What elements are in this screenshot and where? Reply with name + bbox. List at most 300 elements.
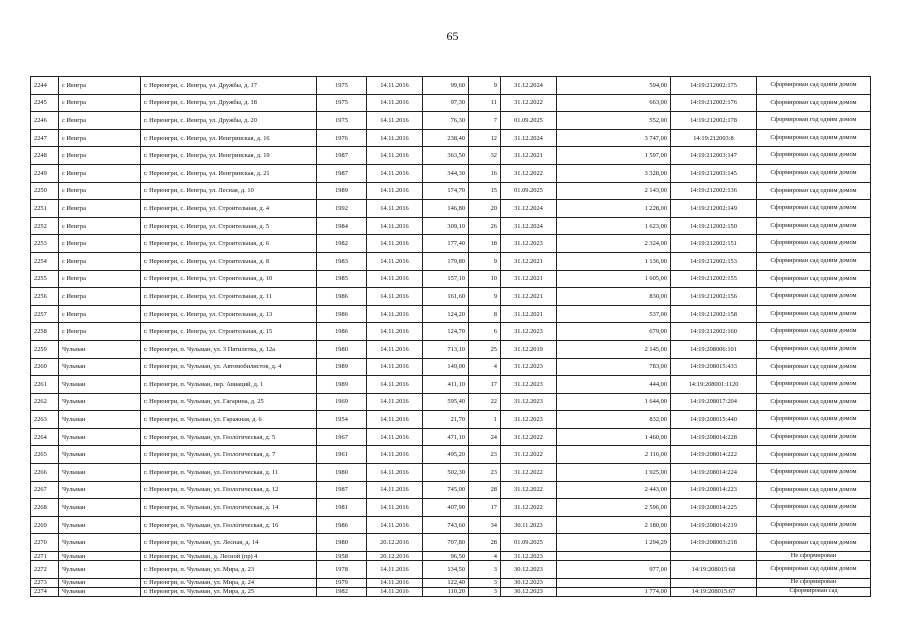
cost-cell: 977,00 xyxy=(557,561,671,579)
area-cell: 110,20 xyxy=(423,587,469,596)
cadastral-number-cell: 14:19:208015:67 xyxy=(671,587,757,596)
build-year-cell: 1986 xyxy=(317,323,367,341)
land-status-cell: Сформирован сад одним домом xyxy=(757,129,871,147)
row-index: 2264 xyxy=(31,428,59,446)
table-row xyxy=(31,499,871,517)
cadastral-number-cell: 14:19:208003:218 xyxy=(671,534,757,552)
land-status-cell: Сформирован сад одним домом xyxy=(757,235,871,253)
row-index: 2250 xyxy=(31,182,59,200)
registration-date-cell: 14.11.2016 xyxy=(367,446,423,464)
cadastral-number-cell: 14:19:208017:204 xyxy=(671,393,757,411)
cost-cell: 537,00 xyxy=(557,305,671,323)
cost-cell: 3 747,00 xyxy=(557,129,671,147)
cost-cell: 1 605,00 xyxy=(557,270,671,288)
land-status-cell: Сформирован сад одним домом xyxy=(757,147,871,165)
cost-cell: 1 228,00 xyxy=(557,200,671,218)
build-year-cell: 1987 xyxy=(317,147,367,165)
cadastral-number-cell: 14:19:212002:149 xyxy=(671,200,757,218)
address-cell: г. Нерюнгри, с. Иенгра, ул. Строительная, д. 10 xyxy=(141,270,317,288)
residents-count-cell: 4 xyxy=(469,358,501,376)
cost-cell: 2 145,00 xyxy=(557,340,671,358)
build-year-cell: 1969 xyxy=(317,393,367,411)
area-cell: 179,80 xyxy=(423,252,469,270)
locality-cell: Чульман xyxy=(59,428,141,446)
cost-cell: 2 116,00 xyxy=(557,446,671,464)
locality-cell: Чульман xyxy=(59,578,141,587)
area-cell: 238,40 xyxy=(423,129,469,147)
cadastral-number-cell: 14:19:208014:228 xyxy=(671,428,757,446)
cost-cell: 1 925,00 xyxy=(557,464,671,482)
registration-date-cell: 14.11.2016 xyxy=(367,393,423,411)
land-status-cell: Сформирован сад одним домом xyxy=(757,182,871,200)
residents-count-cell: 12 xyxy=(469,129,501,147)
residents-count-cell: 16 xyxy=(469,164,501,182)
row-index: 2248 xyxy=(31,147,59,165)
area-cell: 157,10 xyxy=(423,270,469,288)
table-row xyxy=(31,129,871,147)
address-cell: г. Нерюнгри, с. Иенгра, ул. Строительная, д. 13 xyxy=(141,305,317,323)
deadline-date-cell: 01.09.2025 xyxy=(501,112,557,130)
cadastral-number-cell: 14:19:212002:160 xyxy=(671,323,757,341)
build-year-cell: 1989 xyxy=(317,376,367,394)
deadline-date-cell: 31.12.2021 xyxy=(501,270,557,288)
table-row xyxy=(31,376,871,394)
address-cell: г. Нерюнгри, с. Иенгра, ул. Лесная, д. 10 xyxy=(141,182,317,200)
cost-cell: 1 460,00 xyxy=(557,428,671,446)
locality-cell: с Иенгра xyxy=(59,147,141,165)
area-cell: 745,00 xyxy=(423,481,469,499)
locality-cell: с Иенгра xyxy=(59,217,141,235)
table-row xyxy=(31,446,871,464)
area-cell: 21,70 xyxy=(423,411,469,429)
address-cell: г. Нерюнгри, п. Чульман, ул. 3 Пятилетка, д. 12а xyxy=(141,340,317,358)
residents-count-cell: 34 xyxy=(469,516,501,534)
land-status-cell: Сформирован сад одним домом xyxy=(757,305,871,323)
table-row xyxy=(31,464,871,482)
address-cell: г. Нерюнгри, п. Чульман, ул. Гагарина, д. 25 xyxy=(141,393,317,411)
land-status-cell: Сформирован сад одним домом xyxy=(757,288,871,306)
residents-count-cell: 11 xyxy=(469,94,501,112)
area-cell: 411,10 xyxy=(423,376,469,394)
registration-date-cell: 14.11.2016 xyxy=(367,288,423,306)
table-row xyxy=(31,481,871,499)
land-status-cell: Сформирован сад одним домом xyxy=(757,200,871,218)
land-status-cell: Сформирован сад одним домом xyxy=(757,217,871,235)
area-cell: 471,10 xyxy=(423,428,469,446)
cadastral-number-cell: 14:19:208006:101 xyxy=(671,340,757,358)
cadastral-number-cell: 14:19:208014:219 xyxy=(671,516,757,534)
residents-count-cell: 10 xyxy=(469,270,501,288)
cadastral-number-cell: 14:19:212002:151 xyxy=(671,235,757,253)
build-year-cell: 1992 xyxy=(317,200,367,218)
area-cell: 99,60 xyxy=(423,77,469,95)
registration-date-cell: 14.11.2016 xyxy=(367,587,423,596)
cost-cell xyxy=(557,552,671,561)
area-cell: 713,10 xyxy=(423,340,469,358)
area-cell: 495,20 xyxy=(423,446,469,464)
registration-date-cell: 14.11.2016 xyxy=(367,428,423,446)
build-year-cell: 1967 xyxy=(317,428,367,446)
row-index: 2263 xyxy=(31,411,59,429)
residents-count-cell: 17 xyxy=(469,376,501,394)
registration-date-cell: 14.11.2016 xyxy=(367,235,423,253)
row-index: 2257 xyxy=(31,305,59,323)
build-year-cell: 1989 xyxy=(317,358,367,376)
table-row xyxy=(31,235,871,253)
area-cell: 177,40 xyxy=(423,235,469,253)
registration-date-cell: 14.11.2016 xyxy=(367,164,423,182)
deadline-date-cell: 31.12.2024 xyxy=(501,200,557,218)
row-index: 2256 xyxy=(31,288,59,306)
area-cell: 97,30 xyxy=(423,94,469,112)
address-cell: г. Нерюнгри, с. Иенгра, ул. Строительная, д. 5 xyxy=(141,217,317,235)
row-index: 2247 xyxy=(31,129,59,147)
locality-cell: с Иенгра xyxy=(59,182,141,200)
deadline-date-cell: 31.12.2023 xyxy=(501,376,557,394)
address-cell: г. Нерюнгри, п. Чульман, ул. Гаражная, д. 6 xyxy=(141,411,317,429)
row-index: 2265 xyxy=(31,446,59,464)
cadastral-number-cell xyxy=(671,552,757,561)
table-row xyxy=(31,288,871,306)
locality-cell: с Иенгра xyxy=(59,305,141,323)
address-cell: г. Нерюнгри, с. Иенгра, ул. Дружбы, д. 18 xyxy=(141,94,317,112)
area-cell: 146,80 xyxy=(423,200,469,218)
locality-cell: с Иенгра xyxy=(59,164,141,182)
row-index: 2259 xyxy=(31,340,59,358)
land-status-cell: Сформирован сад одним домом xyxy=(757,323,871,341)
cadastral-number-cell: 14:19:208014:224 xyxy=(671,464,757,482)
table-row xyxy=(31,252,871,270)
residents-count-cell: 6 xyxy=(469,323,501,341)
registration-date-cell: 14.11.2016 xyxy=(367,112,423,130)
cadastral-number-cell: 14:19:212003:145 xyxy=(671,164,757,182)
registration-date-cell: 20.12.2016 xyxy=(367,552,423,561)
residents-count-cell: 28 xyxy=(469,534,501,552)
build-year-cell: 1985 xyxy=(317,270,367,288)
build-year-cell: 1986 xyxy=(317,516,367,534)
land-status-cell: Сформирован сад одним домом xyxy=(757,340,871,358)
row-index: 2269 xyxy=(31,516,59,534)
housing-registry-table xyxy=(30,76,871,597)
land-status-cell: Сформирован сад одним домом xyxy=(757,411,871,429)
build-year-cell: 1989 xyxy=(317,182,367,200)
address-cell: г. Нерюнгри, п. Чульман, пер. Авиаций, д. 1 xyxy=(141,376,317,394)
area-cell: 149,00 xyxy=(423,358,469,376)
registration-date-cell: 14.11.2016 xyxy=(367,516,423,534)
registration-date-cell: 14.11.2016 xyxy=(367,464,423,482)
address-cell: г. Нерюнгри, с. Иенгра, ул. Иенгринская, д. 19 xyxy=(141,147,317,165)
registration-date-cell: 14.11.2016 xyxy=(367,411,423,429)
land-status-cell: Сформирован сад одним домом xyxy=(757,481,871,499)
table-row xyxy=(31,323,871,341)
cost-cell: 444,00 xyxy=(557,376,671,394)
locality-cell: Чульман xyxy=(59,464,141,482)
locality-cell: с Иенгра xyxy=(59,235,141,253)
table-row xyxy=(31,164,871,182)
locality-cell: Чульман xyxy=(59,481,141,499)
deadline-date-cell: 31.12.2019 xyxy=(501,340,557,358)
registration-date-cell: 14.11.2016 xyxy=(367,270,423,288)
residents-count-cell: 7 xyxy=(469,112,501,130)
cost-cell: 679,00 xyxy=(557,323,671,341)
residents-count-cell: 28 xyxy=(469,481,501,499)
cost-cell: 1 597,00 xyxy=(557,147,671,165)
build-year-cell: 1986 xyxy=(317,305,367,323)
locality-cell: Чульман xyxy=(59,340,141,358)
cadastral-number-cell: 14:19:212002:156 xyxy=(671,288,757,306)
area-cell: 174,70 xyxy=(423,182,469,200)
build-year-cell: 1979 xyxy=(317,578,367,587)
residents-count-cell: 18 xyxy=(469,235,501,253)
cadastral-number-cell xyxy=(671,578,757,587)
locality-cell: с Иенгра xyxy=(59,270,141,288)
build-year-cell: 1980 xyxy=(317,464,367,482)
cadastral-number-cell: 14:19:212002:176 xyxy=(671,94,757,112)
table-row xyxy=(31,516,871,534)
locality-cell: Чульман xyxy=(59,499,141,517)
cost-cell: 552,00 xyxy=(557,112,671,130)
table-row xyxy=(31,552,871,561)
land-status-cell: Сформирован сад одним домом xyxy=(757,376,871,394)
table-row xyxy=(31,305,871,323)
area-cell: 363,50 xyxy=(423,147,469,165)
locality-cell: с Иенгра xyxy=(59,112,141,130)
locality-cell: Чульман xyxy=(59,393,141,411)
registration-date-cell: 14.11.2016 xyxy=(367,77,423,95)
row-index: 2251 xyxy=(31,200,59,218)
cost-cell: 830,00 xyxy=(557,288,671,306)
deadline-date-cell: 30.12.2023 xyxy=(501,578,557,587)
row-index: 2274 xyxy=(31,587,59,596)
registration-date-cell: 14.11.2016 xyxy=(367,323,423,341)
residents-count-cell: 15 xyxy=(469,182,501,200)
deadline-date-cell: 31.12.2024 xyxy=(501,129,557,147)
deadline-date-cell: 31.12.2024 xyxy=(501,217,557,235)
address-cell: г. Нерюнгри, п. Чульман, ул. Лесная, д. 14 xyxy=(141,534,317,552)
land-status-cell: Сформирован сад одним домом xyxy=(757,77,871,95)
land-status-cell: Сформирован сад одним домом xyxy=(757,464,871,482)
address-cell: г. Нерюнгри, с. Иенгра, ул. Строительная, д. 8 xyxy=(141,252,317,270)
registration-date-cell: 14.11.2016 xyxy=(367,147,423,165)
residents-count-cell: 23 xyxy=(469,446,501,464)
table-row xyxy=(31,393,871,411)
row-index: 2268 xyxy=(31,499,59,517)
build-year-cell: 1980 xyxy=(317,340,367,358)
build-year-cell: 1978 xyxy=(317,561,367,579)
table-row xyxy=(31,147,871,165)
residents-count-cell: 25 xyxy=(469,340,501,358)
table-row xyxy=(31,578,871,587)
land-status-cell: Сформирован сад одним домом xyxy=(757,393,871,411)
address-cell: г. Нерюнгри, с. Иенгра, ул. Строительная, д. 11 xyxy=(141,288,317,306)
row-index: 2255 xyxy=(31,270,59,288)
cost-cell: 2 143,00 xyxy=(557,182,671,200)
cadastral-number-cell: 14:19:212003:8 xyxy=(671,129,757,147)
residents-count-cell: 20 xyxy=(469,200,501,218)
land-status-cell: Сформирован сад одним домом xyxy=(757,252,871,270)
land-status-cell: Сформирован сад одним домом xyxy=(757,446,871,464)
area-cell: 595,40 xyxy=(423,393,469,411)
land-status-cell: Сформирован сад xyxy=(757,587,871,596)
cost-cell: 1 623,00 xyxy=(557,217,671,235)
deadline-date-cell: 01.09.2025 xyxy=(501,534,557,552)
address-cell: г. Нерюнгри, с. Иенгра, ул. Строительная, д. 6 xyxy=(141,235,317,253)
locality-cell: с Иенгра xyxy=(59,94,141,112)
land-status-cell: Сформирован сад одним домом xyxy=(757,164,871,182)
residents-count-cell: 22 xyxy=(469,393,501,411)
land-status-cell: Сформирован сад одним домом xyxy=(757,499,871,517)
address-cell: г. Нерюнгри, с. Иенгра, ул. Иенгринская, д. 16 xyxy=(141,129,317,147)
deadline-date-cell: 31.12.2021 xyxy=(501,305,557,323)
build-year-cell: 1987 xyxy=(317,164,367,182)
address-cell: г. Нерюнгри, с. Иенгра, ул. Строительная, д. 4 xyxy=(141,200,317,218)
area-cell: 502,30 xyxy=(423,464,469,482)
build-year-cell: 1975 xyxy=(317,77,367,95)
build-year-cell: 1958 xyxy=(317,552,367,561)
deadline-date-cell: 31.12.2023 xyxy=(501,393,557,411)
address-cell: г. Нерюнгри, п. Чульман, ул. Мира, д. 24 xyxy=(141,578,317,587)
table-body xyxy=(31,77,871,597)
address-cell: г. Нерюнгри, с. Иенгра, ул. Дружбы, д. 17 xyxy=(141,77,317,95)
cadastral-number-cell: 14:19:208014:222 xyxy=(671,446,757,464)
registration-date-cell: 14.11.2016 xyxy=(367,252,423,270)
residents-count-cell: 26 xyxy=(469,217,501,235)
deadline-date-cell: 31.12.2022 xyxy=(501,499,557,517)
row-index: 2273 xyxy=(31,578,59,587)
locality-cell: Чульман xyxy=(59,516,141,534)
cost-cell: 2 180,00 xyxy=(557,516,671,534)
row-index: 2253 xyxy=(31,235,59,253)
cadastral-number-cell: 14:19:208015:433 xyxy=(671,358,757,376)
cost-cell: 832,00 xyxy=(557,411,671,429)
table-row xyxy=(31,270,871,288)
registration-date-cell: 14.11.2016 xyxy=(367,94,423,112)
registration-date-cell: 14.11.2016 xyxy=(367,376,423,394)
registration-date-cell: 14.11.2016 xyxy=(367,200,423,218)
row-index: 2249 xyxy=(31,164,59,182)
cadastral-number-cell: 14:19:212002:175 xyxy=(671,77,757,95)
area-cell: 161,60 xyxy=(423,288,469,306)
deadline-date-cell: 31.12.2023 xyxy=(501,323,557,341)
cadastral-number-cell: 14:19:212002:158 xyxy=(671,305,757,323)
land-status-cell: Сформирован сад одним домом xyxy=(757,534,871,552)
table-row xyxy=(31,358,871,376)
build-year-cell: 1982 xyxy=(317,235,367,253)
cadastral-number-cell: 14:19:212002:153 xyxy=(671,252,757,270)
cadastral-number-cell: 14:19:208014:225 xyxy=(671,499,757,517)
deadline-date-cell: 30.11.2023 xyxy=(501,516,557,534)
table-row xyxy=(31,200,871,218)
deadline-date-cell: 31.12.2022 xyxy=(501,464,557,482)
table-row xyxy=(31,534,871,552)
cost-cell xyxy=(557,578,671,587)
area-cell: 344,30 xyxy=(423,164,469,182)
residents-count-cell: 3 xyxy=(469,561,501,579)
table-row xyxy=(31,112,871,130)
row-index: 2270 xyxy=(31,534,59,552)
deadline-date-cell: 31.12.2024 xyxy=(501,77,557,95)
area-cell: 707,80 xyxy=(423,534,469,552)
address-cell: г. Нерюнгри, п. Чульман, ул. Автомобилистов, д. 4 xyxy=(141,358,317,376)
locality-cell: Чульман xyxy=(59,587,141,596)
residents-count-cell: 32 xyxy=(469,147,501,165)
deadline-date-cell: 31.12.2023 xyxy=(501,411,557,429)
cadastral-number-cell: 14:19:212002:178 xyxy=(671,112,757,130)
cadastral-number-cell: 14:19:208001:1120 xyxy=(671,376,757,394)
deadline-date-cell: 30.12.2023 xyxy=(501,587,557,596)
cadastral-number-cell: 14:19:212002:136 xyxy=(671,182,757,200)
deadline-date-cell: 31.12.2021 xyxy=(501,252,557,270)
build-year-cell: 1975 xyxy=(317,94,367,112)
table-row xyxy=(31,411,871,429)
cadastral-number-cell: 14:19:208015:440 xyxy=(671,411,757,429)
locality-cell: с Иенгра xyxy=(59,129,141,147)
address-cell: г. Нерюнгри, п. Чульман, ул. Мира, д. 23 xyxy=(141,561,317,579)
deadline-date-cell: 31.12.2022 xyxy=(501,481,557,499)
land-status-cell: Сформирован сад одним домом xyxy=(757,270,871,288)
registration-date-cell: 14.11.2016 xyxy=(367,358,423,376)
build-year-cell: 1975 xyxy=(317,112,367,130)
land-status-cell: Сформирован сад одним домом xyxy=(757,516,871,534)
area-cell: 134,50 xyxy=(423,561,469,579)
build-year-cell: 1983 xyxy=(317,252,367,270)
address-cell: г. Нерюнгри, с. Иенгра, ул. Дружбы, д. 20 xyxy=(141,112,317,130)
locality-cell: с Иенгра xyxy=(59,200,141,218)
registration-date-cell: 14.11.2016 xyxy=(367,217,423,235)
row-index: 2246 xyxy=(31,112,59,130)
build-year-cell: 1980 xyxy=(317,534,367,552)
area-cell: 309,10 xyxy=(423,217,469,235)
address-cell: г. Нерюнгри, п. Чульман, ул. Мира, д. 25 xyxy=(141,587,317,596)
row-index: 2252 xyxy=(31,217,59,235)
build-year-cell: 1982 xyxy=(317,587,367,596)
table-row xyxy=(31,340,871,358)
row-index: 2271 xyxy=(31,552,59,561)
table-row xyxy=(31,217,871,235)
row-index: 2258 xyxy=(31,323,59,341)
deadline-date-cell: 31.12.2022 xyxy=(501,164,557,182)
locality-cell: Чульман xyxy=(59,411,141,429)
build-year-cell: 1976 xyxy=(317,129,367,147)
deadline-date-cell: 31.12.2023 xyxy=(501,235,557,253)
table-row xyxy=(31,77,871,95)
locality-cell: с Иенгра xyxy=(59,323,141,341)
residents-count-cell: 8 xyxy=(469,305,501,323)
cost-cell: 2 324,00 xyxy=(557,235,671,253)
residents-count-cell: 9 xyxy=(469,288,501,306)
residents-count-cell: 3 xyxy=(469,578,501,587)
registration-date-cell: 14.11.2016 xyxy=(367,561,423,579)
deadline-date-cell: 31.12.2022 xyxy=(501,428,557,446)
table-row xyxy=(31,94,871,112)
row-index: 2272 xyxy=(31,561,59,579)
cadastral-number-cell: 14:19:212002:155 xyxy=(671,270,757,288)
address-cell: г. Нерюнгри, п. Чульман, ул. Геологическая, д. 16 xyxy=(141,516,317,534)
residents-count-cell: 4 xyxy=(469,552,501,561)
cost-cell: 1 644,00 xyxy=(557,393,671,411)
land-status-cell: Сформирован сад одним домом xyxy=(757,94,871,112)
deadline-date-cell: 31.12.2021 xyxy=(501,288,557,306)
cadastral-number-cell: 14:19:212003:147 xyxy=(671,147,757,165)
locality-cell: с Иенгра xyxy=(59,77,141,95)
cost-cell: 663,00 xyxy=(557,94,671,112)
area-cell: 124,70 xyxy=(423,323,469,341)
row-index: 2267 xyxy=(31,481,59,499)
page-number: 65 xyxy=(446,29,459,43)
address-cell: г. Нерюнгри, п. Чульман, ул. Геологическая, д. 5 xyxy=(141,428,317,446)
registration-date-cell: 14.11.2016 xyxy=(367,340,423,358)
locality-cell: Чульман xyxy=(59,376,141,394)
